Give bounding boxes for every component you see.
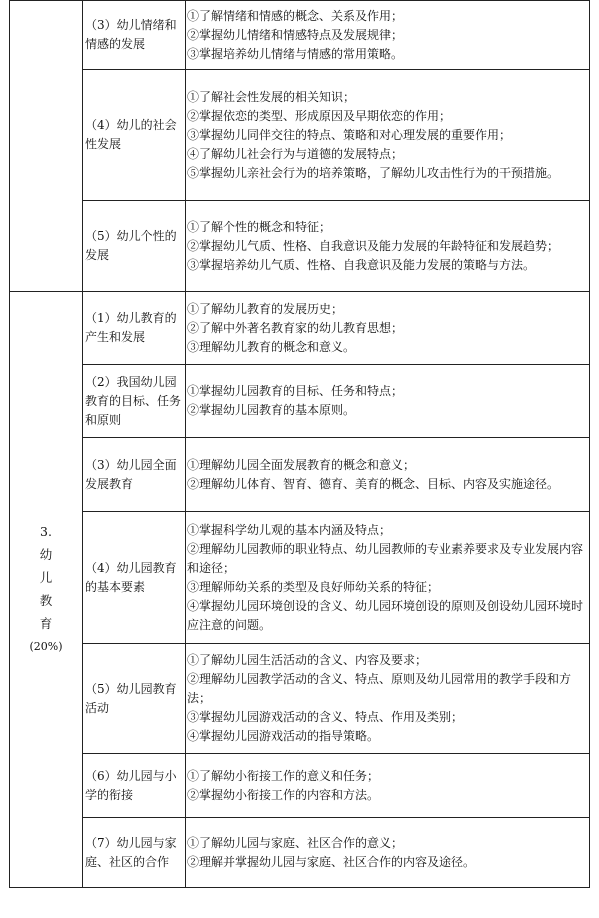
requirement-item: ②掌握幼儿气质、性格、自我意识及能力发展的年龄特征和发展趋势； — [187, 238, 560, 253]
requirement-item: ②掌握依恋的类型、形成原因及早期依恋的作用； — [187, 108, 452, 123]
section-title-char: 育 — [39, 616, 53, 631]
section-cell — [10, 292, 83, 888]
requirement-item: ③理解师幼关系的类型及良好师幼关系的特征； — [187, 579, 440, 594]
section-cell-previous — [10, 1, 83, 292]
topic-cell: （7）幼儿园与家庭、社区的合作 — [83, 818, 186, 888]
topic-cell: （5）幼儿个性的发展 — [83, 201, 186, 292]
requirement-item: ②掌握幼儿园教育的基本原则。 — [187, 403, 356, 417]
section-title-char: 儿 — [39, 570, 53, 585]
requirement-item: ①了解幼儿教育的发展历史； — [187, 301, 344, 316]
topic-cell: （4）幼儿的社会性发展 — [83, 70, 186, 201]
requirement-item: ①了解个性的概念和特征； — [187, 219, 332, 234]
requirement-item: ①了解幼小衔接工作的意义和任务； — [187, 768, 380, 783]
requirement-item: ③掌握培养幼儿气质、性格、自我意识及能力发展的策略与方法。 — [187, 257, 536, 272]
requirement-item: ①了解情绪和情感的概念、关系及作用； — [187, 8, 404, 23]
table-row — [10, 438, 590, 512]
requirement-item: ④了解幼儿社会行为与道德的发展特点； — [187, 146, 404, 161]
requirements-cell — [186, 644, 590, 754]
requirement-item: ②理解并掌握幼儿园与家庭、社区合作的内容及途径。 — [187, 854, 476, 869]
requirement-item: ②理解幼儿园教师的职业特点、幼儿园教师的专业素养要求及专业发展内容和途径； — [187, 541, 584, 575]
section-number: 3. — [40, 524, 52, 539]
requirement-item: ③掌握培养幼儿情绪与情感的常用策略。 — [187, 46, 404, 61]
requirement-item: ①了解幼儿园生活活动的含义、内容及要求； — [187, 653, 428, 667]
table-row — [10, 365, 590, 438]
requirement-item: ⑤掌握幼儿亲社会行为的培养策略，了解幼儿攻击性行为的干预措施。 — [187, 165, 560, 180]
topic-cell: （5）幼儿园教育活动 — [83, 644, 186, 754]
requirements-cell — [186, 818, 590, 888]
table-row — [10, 1, 590, 70]
topic-cell: （6）幼儿园与小学的衔接 — [83, 754, 186, 818]
requirement-item: ④掌握幼儿园环境创设的含义、幼儿园环境创设的原则及创设幼儿园环境时应注意的问题。 — [187, 598, 584, 632]
requirements-cell — [186, 365, 590, 438]
requirements-cell — [186, 1, 590, 70]
topic-cell: （1）幼儿教育的产生和发展 — [83, 292, 186, 365]
requirement-item: ①掌握幼儿园教育的目标、任务和特点； — [187, 384, 404, 398]
table-row — [10, 644, 590, 754]
requirements-cell — [186, 754, 590, 818]
syllabus-table — [9, 0, 590, 888]
topic-cell: （4）幼儿园教育的基本要素 — [83, 512, 186, 644]
requirements-cell — [186, 512, 590, 644]
section-title-char: 教 — [39, 593, 53, 608]
table-row — [10, 292, 590, 365]
requirements-cell — [186, 70, 590, 201]
requirement-item: ③掌握幼儿园游戏活动的含义、特点、作用及类别； — [187, 710, 464, 724]
requirement-item: ①掌握科学幼儿观的基本内涵及特点； — [187, 522, 392, 537]
topic-cell: （3）幼儿园全面发展教育 — [83, 438, 186, 512]
table-row — [10, 70, 590, 201]
topic-cell: （3）幼儿情绪和情感的发展 — [83, 1, 186, 70]
topic-cell: （2）我国幼儿园教育的目标、任务和原则 — [83, 365, 186, 438]
requirement-item: ①了解幼儿园与家庭、社区合作的意义； — [187, 835, 404, 850]
requirement-item: ③掌握幼儿同伴交往的特点、策略和对心理发展的重要作用； — [187, 127, 512, 142]
requirement-item: ①了解社会性发展的相关知识； — [187, 89, 356, 104]
requirement-item: ②掌握幼儿情绪和情感特点及发展规律； — [187, 27, 404, 42]
requirements-cell — [186, 201, 590, 292]
table-row — [10, 754, 590, 818]
requirement-item: ④掌握幼儿园游戏活动的指导策略。 — [187, 729, 380, 743]
table-row — [10, 818, 590, 888]
requirement-item: ②理解幼儿体育、智育、德育、美育的概念、目标、内容及实施途径。 — [187, 476, 560, 491]
requirement-item: ③理解幼儿教育的概念和意义。 — [187, 339, 356, 354]
requirement-item: ②理解幼儿园教学活动的含义、特点、原则及幼儿园常用的教学手段和方法； — [187, 672, 572, 705]
table-row — [10, 512, 590, 644]
table-row — [10, 201, 590, 292]
requirements-cell — [186, 292, 590, 365]
section-weight: (20%) — [29, 640, 63, 653]
requirement-item: ②掌握幼小衔接工作的内容和方法。 — [187, 787, 380, 802]
requirement-item: ①理解幼儿园全面发展教育的概念和意义； — [187, 457, 416, 472]
requirements-cell — [186, 438, 590, 512]
section-title-char: 幼 — [39, 547, 53, 562]
requirement-item: ②了解中外著名教育家的幼儿教育思想； — [187, 320, 404, 335]
